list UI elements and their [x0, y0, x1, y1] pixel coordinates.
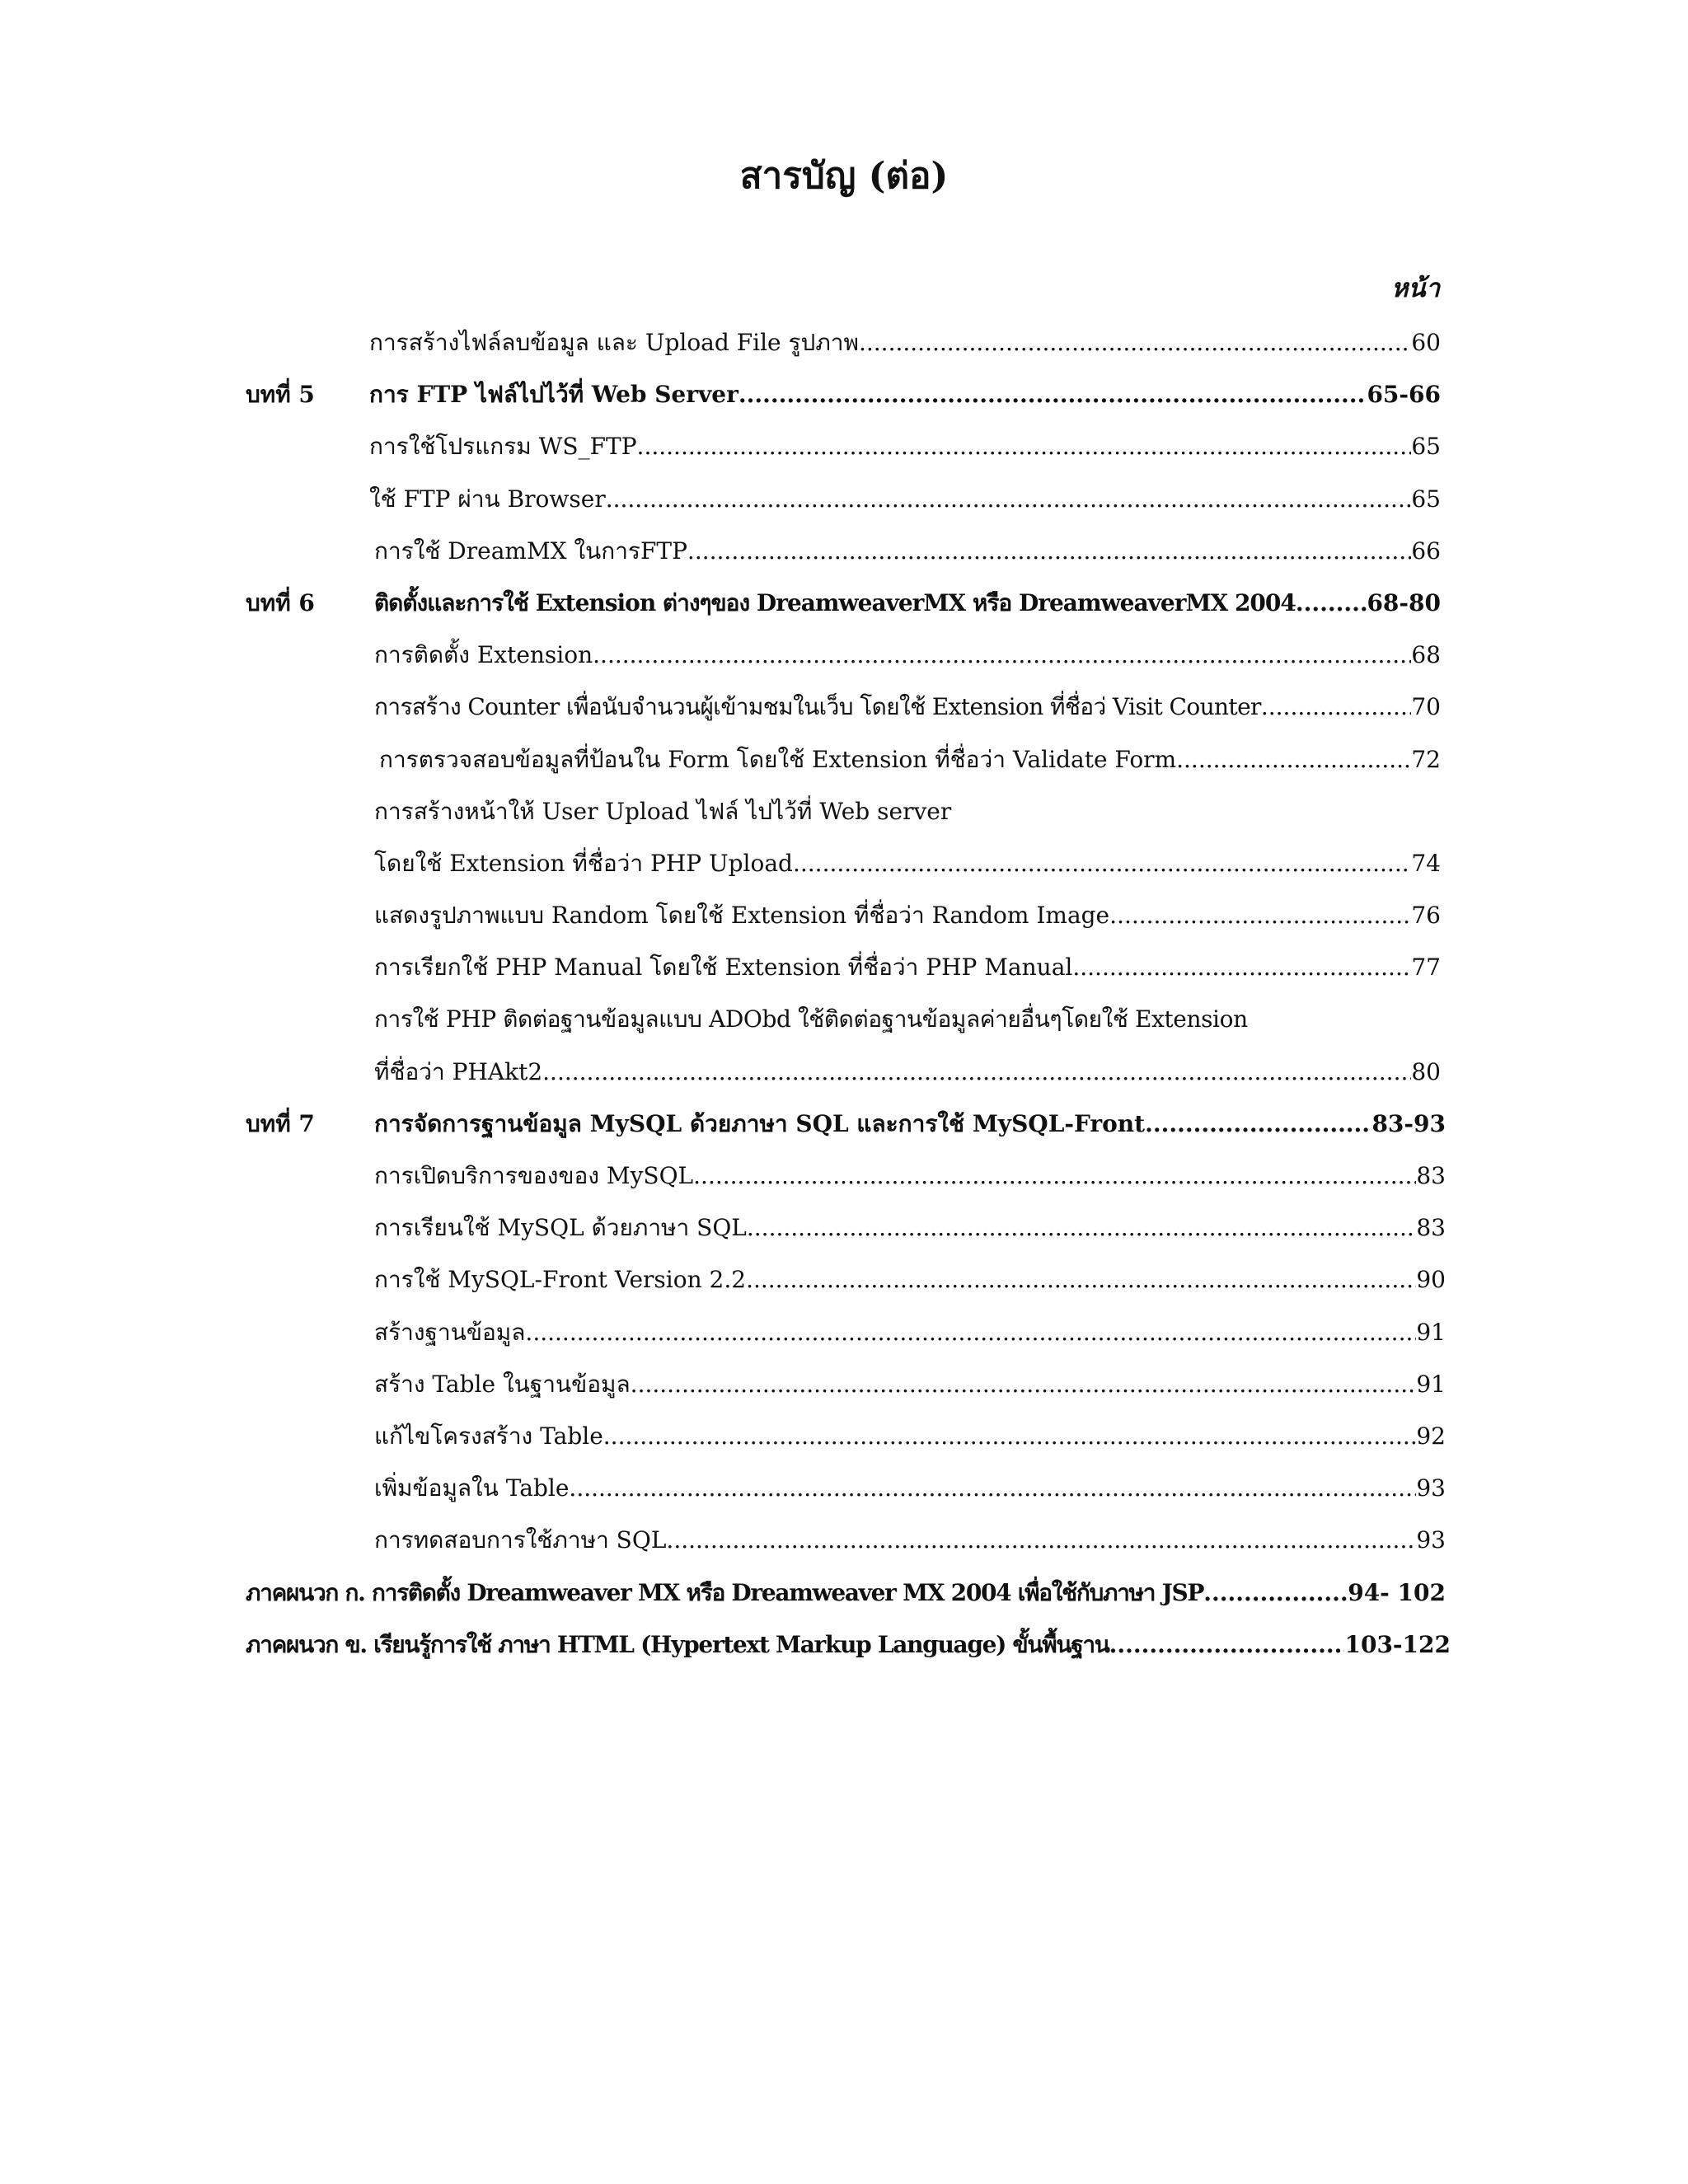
toc-entry — [246, 1306, 1457, 1358]
toc-entry — [246, 473, 1457, 525]
dot-leader — [666, 1514, 1416, 1566]
dot-leader — [1109, 1619, 1345, 1671]
toc-entry — [246, 889, 1457, 941]
toc-entry — [246, 525, 1457, 577]
toc-entry-title: การทดสอบการใช้ภาษา SQL — [374, 1526, 667, 1554]
toc-entry-page: 65-66 — [1367, 381, 1441, 409]
dot-leader — [859, 316, 1411, 368]
toc-entry-title: การติดตั้ง Extension — [374, 641, 593, 669]
toc-entry-page: 77 — [1411, 954, 1441, 982]
toc-entry — [246, 420, 1457, 472]
dot-leader — [569, 1462, 1416, 1514]
toc-entry-page: 92 — [1416, 1422, 1446, 1450]
toc-entry — [246, 1150, 1457, 1202]
toc-chapter — [246, 1098, 1457, 1150]
toc-appendix — [246, 1619, 1457, 1671]
toc-entry-title: การเรียนใช้ MySQL ด้วยภาษา SQL — [374, 1214, 747, 1242]
toc-entry — [246, 1202, 1457, 1254]
toc-entry-page: 66 — [1411, 537, 1441, 565]
toc-entry — [246, 785, 1457, 837]
toc-entry-title: การใช้โปรแกรม WS_FTP — [369, 433, 637, 461]
toc-entry-page: 93 — [1416, 1526, 1446, 1554]
chapter-label: บทที่ 6 — [246, 588, 315, 616]
toc-entry — [246, 1358, 1457, 1410]
toc-entry-title: ติดตั้งและการใช้ Extension ต่างๆของ DreamweaverMX หรือ DreamweaverMX 2004 — [374, 588, 1296, 616]
toc-entry-title: การสร้างไฟล์ลบข้อมูล และ Upload File รูปภาพ — [369, 329, 859, 356]
chapter-label: บทที่ 5 — [246, 381, 315, 409]
toc-entry-page: 83 — [1416, 1214, 1446, 1242]
toc-entry-page: 83 — [1416, 1162, 1446, 1189]
dot-leader — [1296, 577, 1367, 629]
toc-entry-page: 60 — [1411, 329, 1441, 356]
toc-entry — [246, 629, 1457, 681]
dot-leader — [603, 1410, 1417, 1462]
toc-entry-title: สร้างฐานข้อมูล — [374, 1318, 526, 1346]
toc-entry-title: การสร้าง Counter เพื่อนับจำนวนผู้เข้ามชมในเว็บ โดยใช้ Extension ที่ชื่อว่ Visit Counter — [374, 693, 1261, 721]
toc-entry-page: 68-80 — [1367, 588, 1441, 616]
toc-entry-page: 72 — [1411, 745, 1441, 773]
toc-entry-title: โดยใช้ Extension ที่ชื่อว่า PHP Upload — [374, 849, 793, 877]
toc-entry-title: แสดงรูปภาพแบบ Random โดยใช้ Extension ที่ชื่อว่า Random Image — [374, 902, 1110, 930]
toc-entry-page: 91 — [1416, 1318, 1446, 1346]
toc-entry-title: แก้ไขโครงสร้าง Table — [374, 1422, 603, 1450]
toc-entry-title: ใช้ FTP ผ่าน Browser — [369, 485, 606, 513]
toc-chapter — [246, 368, 1457, 420]
toc-entry — [246, 1410, 1457, 1462]
toc-entry-title: สร้าง Table ในฐานข้อมูล — [374, 1370, 631, 1398]
dot-leader — [1203, 1567, 1348, 1619]
dot-leader — [1109, 889, 1411, 941]
toc-entry-title: เพิ่มข้อมูลใน Table — [374, 1474, 570, 1502]
toc-entry-title: การเปิดบริการของของ MySQL — [374, 1162, 694, 1189]
toc-entry-title: ภาคผนวก ข. เรียนรู้การใช้ ภาษา HTML (Hypertext Markup Language) ขั้นพื้นฐาน — [246, 1630, 1109, 1658]
dot-leader — [746, 1254, 1416, 1305]
toc-entry-page: 91 — [1416, 1370, 1446, 1398]
toc-entry-page: 94- 102 — [1348, 1578, 1446, 1606]
toc-entry-page: 93 — [1416, 1474, 1446, 1502]
toc-entry — [246, 837, 1457, 889]
chapter-label: บทที่ 7 — [246, 1109, 315, 1137]
toc-entry-page: 103-122 — [1344, 1630, 1451, 1658]
dot-leader — [1145, 1098, 1372, 1150]
dot-leader — [747, 1202, 1416, 1254]
toc-entry-page: 68 — [1411, 641, 1441, 669]
page-title: สารบัญ (ต่อ) — [739, 155, 949, 197]
dot-leader — [631, 1358, 1417, 1410]
dot-leader — [738, 368, 1367, 420]
toc-entry-title: การใช้ MySQL-Front Version 2.2 — [374, 1266, 747, 1294]
toc-entry — [246, 1046, 1457, 1098]
dot-leader — [1176, 733, 1411, 785]
table-of-contents — [246, 316, 1457, 1671]
dot-leader — [606, 473, 1412, 525]
toc-entry — [246, 1462, 1457, 1514]
toc-entry — [246, 1254, 1457, 1305]
dot-leader — [593, 629, 1411, 681]
toc-entry-page: 70 — [1411, 693, 1441, 721]
page-column-header: หน้า — [1391, 274, 1441, 303]
dot-leader — [793, 837, 1411, 889]
toc-entry-title: ภาคผนวก ก. การติดตั้ง Dreamweaver MX หรือ Dreamweaver MX 2004 เพื่อใช้กับภาษา JSP — [246, 1578, 1204, 1606]
toc-chapter — [246, 577, 1457, 629]
toc-entry — [246, 316, 1457, 368]
toc-entry-page: 90 — [1416, 1266, 1446, 1294]
dot-leader — [687, 525, 1411, 577]
toc-entry-title: การ FTP ไฟล์ไปไว้ที่ Web Server — [369, 381, 738, 409]
dot-leader — [525, 1306, 1416, 1358]
toc-entry-title: การสร้างหน้าให้ User Upload ไฟล์ ไปไว้ที่ Web server — [374, 797, 952, 825]
toc-entry-title: การใช้ DreamMX ในการFTP — [374, 537, 687, 565]
toc-entry-page: 65 — [1411, 485, 1441, 513]
dot-leader — [1072, 941, 1411, 993]
toc-entry-title: ที่ชื่อว่า PHAkt2 — [374, 1057, 543, 1085]
dot-leader — [542, 1046, 1411, 1098]
toc-entry — [246, 733, 1457, 785]
dot-leader — [1261, 681, 1412, 733]
toc-entry-title: การตรวจสอบข้อมูลที่ป้อนใน Form โดยใช้ Extension ที่ชื่อว่า Validate Form — [379, 745, 1177, 773]
toc-entry-page: 76 — [1411, 902, 1441, 930]
toc-entry-page: 83-93 — [1372, 1109, 1446, 1137]
toc-entry-page: 80 — [1411, 1057, 1441, 1085]
toc-entry-title: การจัดการฐานข้อมูล MySQL ด้วยภาษา SQL และการใช้ MySQL-Front — [374, 1109, 1146, 1137]
toc-entry — [246, 941, 1457, 993]
toc-entry — [246, 681, 1457, 733]
dot-leader — [637, 420, 1412, 472]
toc-entry — [246, 993, 1457, 1045]
toc-entry-title: การเรียกใช้ PHP Manual โดยใช้ Extension ที่ชื่อว่า PHP Manual — [374, 954, 1073, 982]
toc-entry — [246, 1514, 1457, 1566]
toc-entry-title: การใช้ PHP ติดต่อฐานข้อมูลแบบ ADObd ใช้ติดต่อฐานข้อมูลค่ายอื่นๆโดยใช้ Extension — [374, 1005, 1248, 1033]
toc-entry-page: 74 — [1411, 849, 1441, 877]
toc-entry-page: 65 — [1411, 433, 1441, 461]
toc-appendix — [246, 1567, 1457, 1619]
dot-leader — [693, 1150, 1416, 1202]
